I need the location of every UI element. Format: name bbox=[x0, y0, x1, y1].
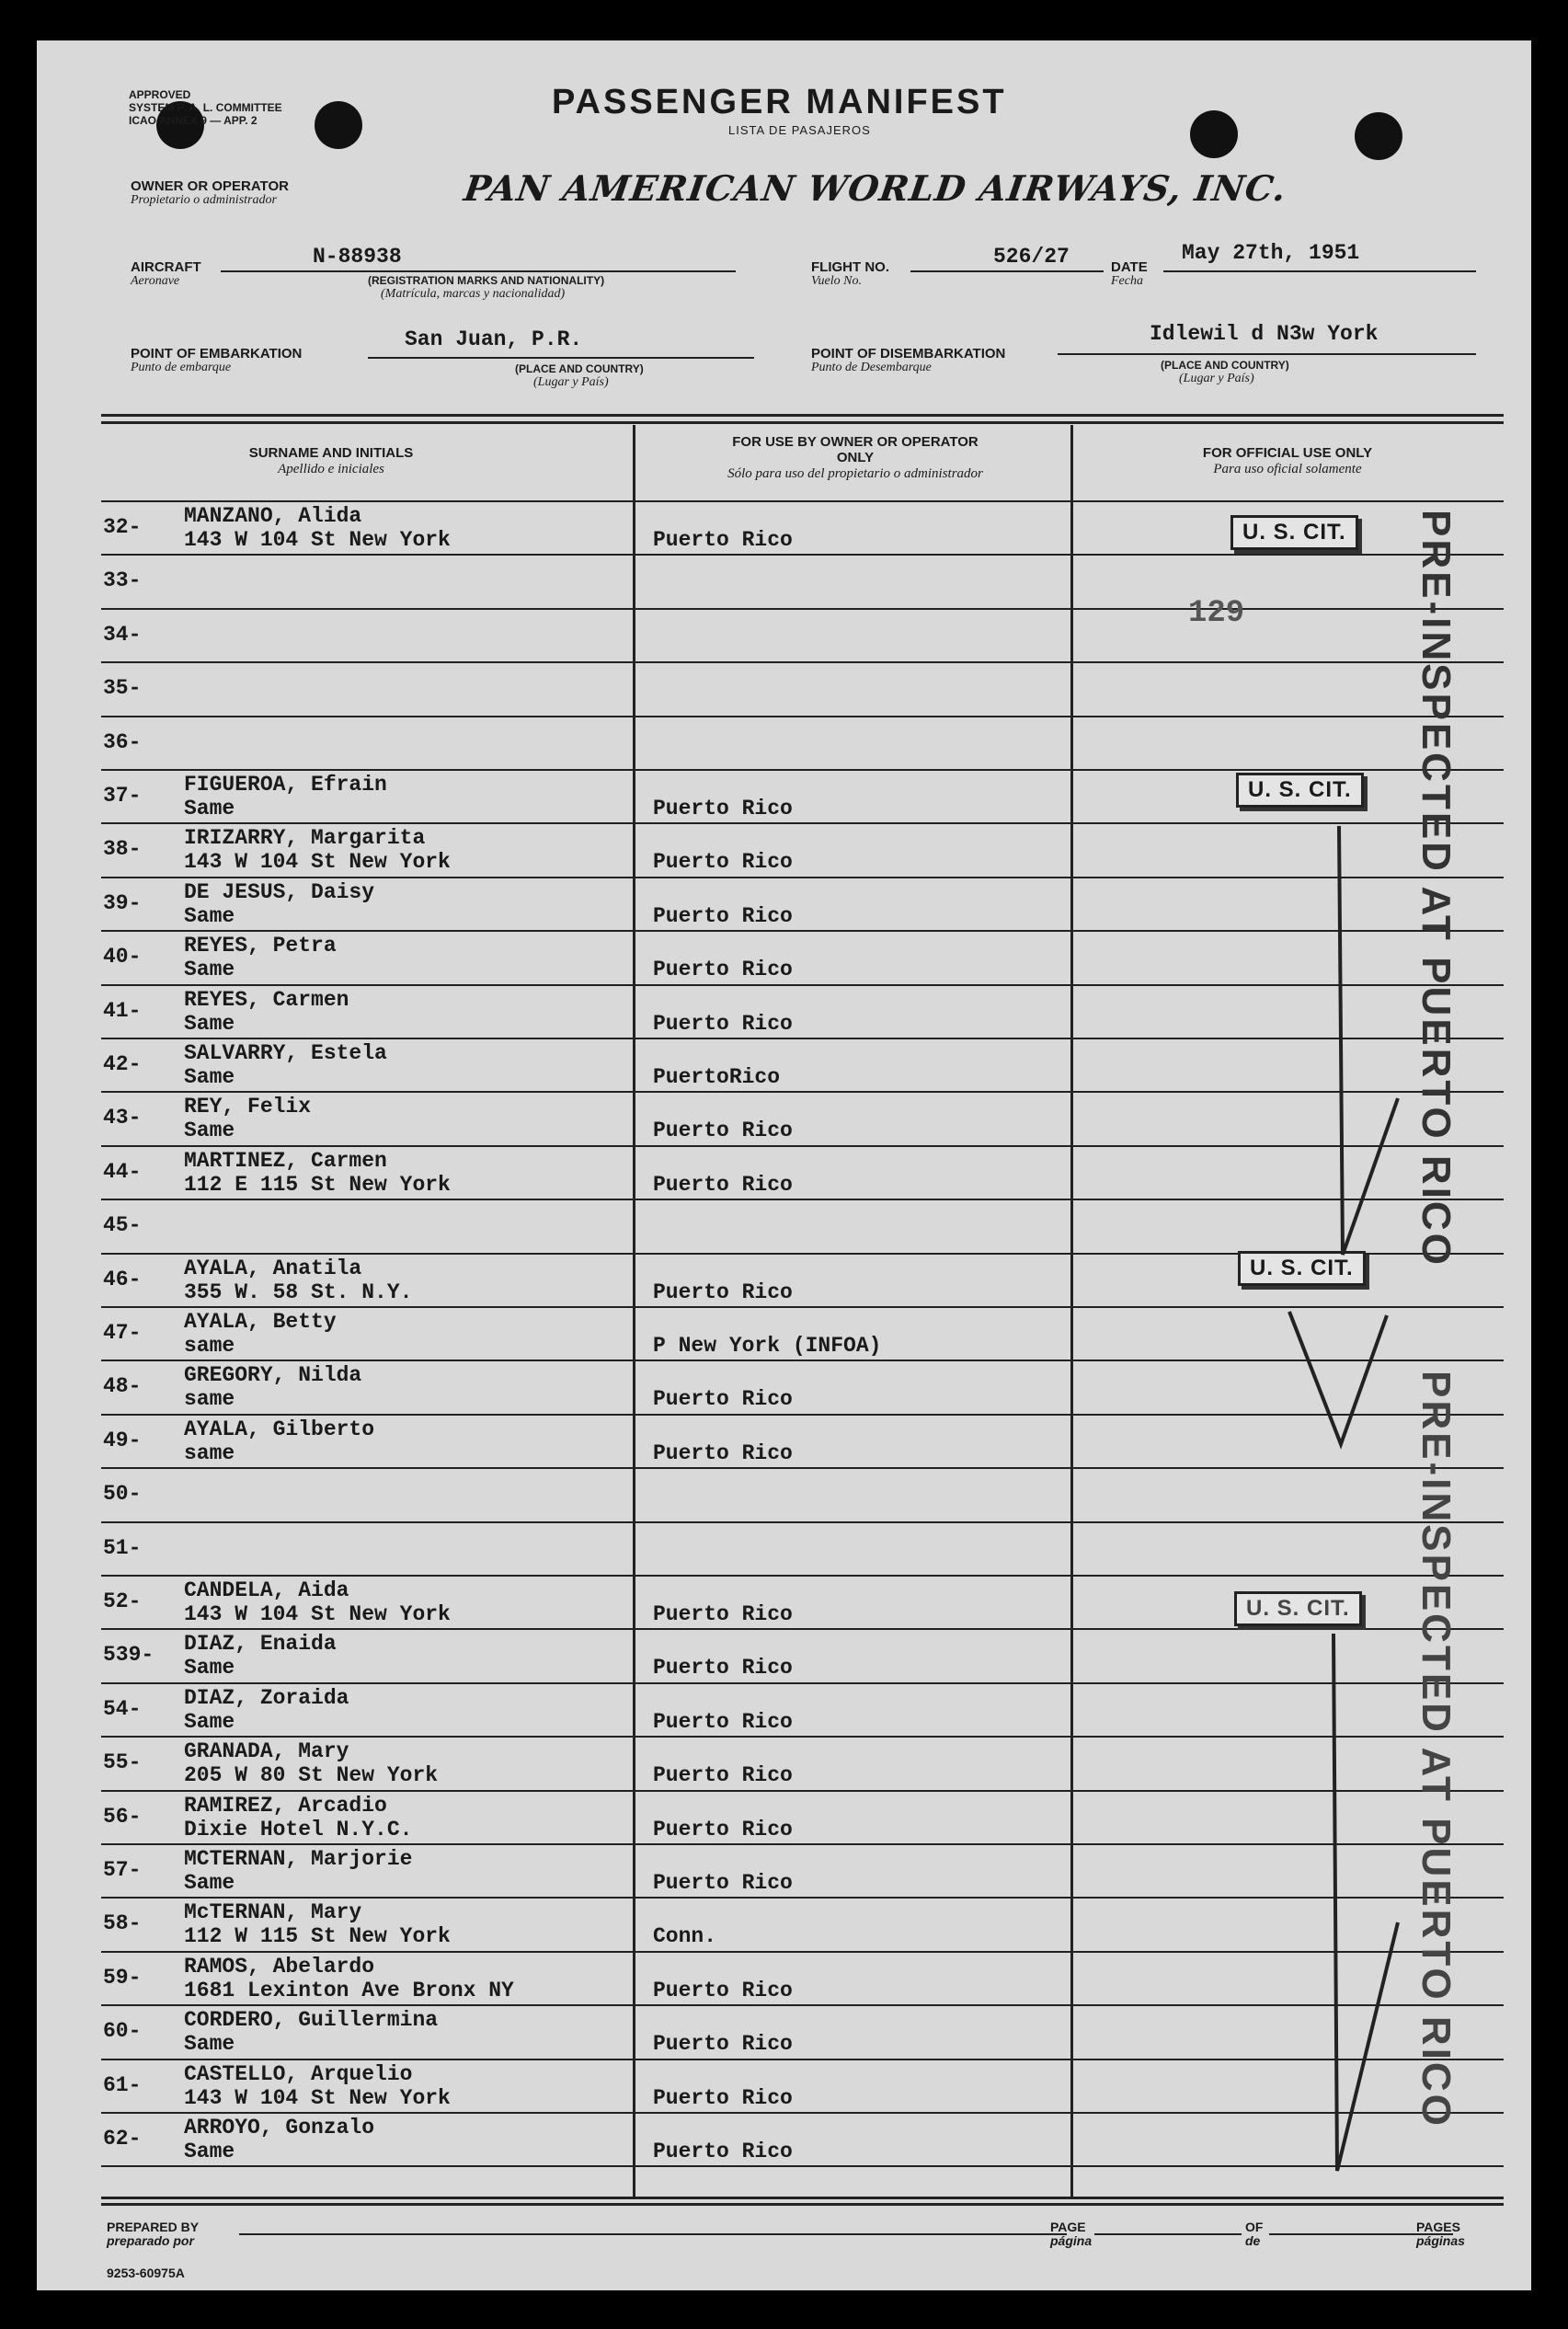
disembark-place-note: (PLACE AND COUNTRY) bbox=[1161, 359, 1289, 372]
pages-label-es: páginas bbox=[1416, 2233, 1465, 2248]
passenger-name: AYALA, Betty bbox=[184, 1310, 337, 1334]
us-citizen-stamp: U. S. CIT. bbox=[1238, 1251, 1366, 1286]
operator-note: Puerto Rico bbox=[653, 1871, 793, 1895]
disembark-label-es: Punto de Desembarque bbox=[811, 361, 932, 374]
passenger-address: Same bbox=[184, 797, 235, 820]
operator-note: Puerto Rico bbox=[653, 1763, 793, 1788]
us-citizen-stamp: U. S. CIT. bbox=[1234, 1591, 1362, 1626]
operator-note: Puerto Rico bbox=[653, 850, 793, 875]
row-number: 38- bbox=[103, 837, 142, 862]
page-label-text: PAGE bbox=[1050, 2220, 1086, 2234]
column-divider bbox=[1070, 425, 1073, 2197]
column-header-official-es: Para uso oficial solamente bbox=[1213, 462, 1362, 476]
column-header-official-text: FOR OFFICIAL USE ONLY bbox=[1202, 445, 1373, 461]
operator-note: Puerto Rico bbox=[653, 1172, 793, 1197]
passenger-address: Same bbox=[184, 2032, 235, 2057]
header-separator bbox=[101, 414, 1504, 417]
column-header-operator-es: Sólo para uso del propietario o administrador bbox=[727, 466, 983, 481]
passenger-address: Same bbox=[184, 1011, 235, 1036]
operator-note: Puerto Rico bbox=[653, 1119, 793, 1143]
prepared-by-es: preparado por bbox=[107, 2233, 194, 2248]
flight-label-es: Vuelo No. bbox=[811, 274, 862, 288]
embark-label-es: Punto de embarque bbox=[131, 361, 232, 374]
operator-note: Puerto Rico bbox=[653, 1709, 793, 1734]
embark-place-note: (PLACE AND COUNTRY) bbox=[515, 362, 644, 375]
passenger-name: FIGUEROA, Efrain bbox=[184, 773, 387, 797]
passenger-name: CORDERO, Guillermina bbox=[184, 2008, 439, 2033]
row-number: 32- bbox=[103, 515, 142, 539]
passenger-address: same bbox=[184, 1440, 235, 1465]
page-subtitle: LISTA DE PASAJEROS bbox=[728, 123, 871, 137]
passenger-address: 112 W 115 St New York bbox=[184, 1924, 451, 1949]
passenger-address: Same bbox=[184, 903, 235, 928]
row-line bbox=[101, 1575, 1504, 1577]
column-header-operator bbox=[717, 434, 993, 482]
us-citizen-stamp: U. S. CIT. bbox=[1236, 773, 1364, 808]
row-number: 40- bbox=[103, 945, 142, 969]
row-number: 50- bbox=[103, 1482, 142, 1507]
passenger-address: 1681 Lexinton Ave Bronx NY bbox=[184, 1978, 514, 2002]
operator-note: Puerto Rico bbox=[653, 2085, 793, 2110]
us-citizen-stamp: U. S. CIT. bbox=[1230, 515, 1358, 550]
row-number: 52- bbox=[103, 1589, 142, 1613]
flight-value: 526/27 bbox=[993, 245, 1070, 269]
passenger-address: Same bbox=[184, 1119, 235, 1143]
row-number: 58- bbox=[103, 1911, 142, 1936]
row-line bbox=[101, 769, 1504, 771]
row-number: 42- bbox=[103, 1052, 142, 1076]
approval-line-3: ICAO ANNEX 9 — APP. 2 bbox=[129, 114, 258, 127]
preinspected-stamp: PRE-INSPECTED AT PUERTO RICO bbox=[1413, 1371, 1459, 2128]
row-line bbox=[101, 661, 1504, 663]
passenger-name: AYALA, Gilberto bbox=[184, 1417, 375, 1441]
check-mark-icon bbox=[1286, 1306, 1396, 1490]
flight-underline bbox=[910, 270, 1104, 272]
operator-note: Puerto Rico bbox=[653, 1387, 793, 1412]
pages-label-text: PAGES bbox=[1416, 2220, 1460, 2234]
passenger-name: CASTELLO, Arquelio bbox=[184, 2061, 413, 2086]
owner-label-es: Propietario o administrador bbox=[131, 193, 277, 207]
passenger-address: 143 W 104 St New York bbox=[184, 1602, 451, 1626]
operator-note: PuertoRico bbox=[653, 1065, 781, 1089]
prepared-by-underline bbox=[239, 2233, 1067, 2235]
row-number: 39- bbox=[103, 890, 142, 915]
row-line bbox=[101, 608, 1504, 610]
passenger-address: Same bbox=[184, 958, 235, 982]
disembark-underline bbox=[1058, 353, 1476, 355]
passenger-address: Same bbox=[184, 2140, 235, 2163]
operator-note: Puerto Rico bbox=[653, 1279, 793, 1304]
column-header-official bbox=[1150, 445, 1425, 477]
of-label-text: OF bbox=[1245, 2220, 1264, 2234]
passenger-address: Same bbox=[184, 1871, 235, 1895]
operator-note: Puerto Rico bbox=[653, 1602, 793, 1626]
passenger-address: same bbox=[184, 1387, 235, 1412]
column-header-operator-text: FOR USE BY OWNER OR OPERATOR ONLY bbox=[732, 434, 979, 465]
operator-note: Conn. bbox=[653, 1924, 717, 1949]
passenger-name: GRANADA, Mary bbox=[184, 1739, 349, 1764]
row-number: 47- bbox=[103, 1321, 142, 1345]
operator-note: Puerto Rico bbox=[653, 1440, 793, 1465]
punch-hole bbox=[1190, 110, 1238, 158]
passenger-name: MANZANO, Alida bbox=[184, 504, 362, 528]
column-header-name-es: Apellido e iniciales bbox=[278, 462, 384, 476]
approval-line-2: SYSTEM P. A. L. COMMITTEE bbox=[129, 101, 282, 114]
passenger-address: 205 W 80 St New York bbox=[184, 1763, 439, 1788]
passenger-name: SALVARRY, Estela bbox=[184, 1041, 387, 1065]
approval-line-1: APPROVED bbox=[129, 88, 191, 101]
row-number: 59- bbox=[103, 1965, 142, 1990]
passenger-address: 112 E 115 St New York bbox=[184, 1172, 451, 1197]
date-label-es: Fecha bbox=[1111, 274, 1143, 288]
passenger-address: 143 W 104 St New York bbox=[184, 2085, 451, 2110]
operator-note: Puerto Rico bbox=[653, 528, 793, 552]
date-value: May 27th, 1951 bbox=[1182, 241, 1360, 265]
of-label bbox=[1245, 2220, 1263, 2248]
row-number: 41- bbox=[103, 998, 142, 1023]
approval-note bbox=[129, 88, 282, 127]
operator-note: Puerto Rico bbox=[653, 1817, 793, 1841]
row-line bbox=[101, 716, 1504, 717]
header-bottom-line bbox=[101, 500, 1504, 502]
date-underline bbox=[1163, 270, 1476, 272]
row-number: 36- bbox=[103, 729, 142, 754]
row-number: 55- bbox=[103, 1750, 142, 1775]
disembark-place-note-es: (Lugar y País) bbox=[1179, 372, 1254, 385]
column-header-name bbox=[147, 445, 515, 477]
form-number: 9253-60975A bbox=[107, 2266, 185, 2280]
operator-note: Puerto Rico bbox=[653, 2032, 793, 2057]
passenger-name: REYES, Petra bbox=[184, 934, 337, 958]
row-number: 54- bbox=[103, 1696, 142, 1721]
passenger-name: AYALA, Anatila bbox=[184, 1256, 362, 1280]
row-number: 37- bbox=[103, 784, 142, 808]
row-number: 60- bbox=[103, 2019, 142, 2044]
passenger-name: McTERNAN, Mary bbox=[184, 1900, 362, 1925]
embark-label: POINT OF EMBARKATION bbox=[131, 346, 303, 361]
table-bottom-line bbox=[101, 2203, 1504, 2206]
prepared-by-text: PREPARED BY bbox=[107, 2220, 200, 2234]
passenger-address: same bbox=[184, 1334, 235, 1358]
operator-note: Puerto Rico bbox=[653, 797, 793, 820]
passenger-address: 143 W 104 St New York bbox=[184, 850, 451, 875]
passenger-name: DE JESUS, Daisy bbox=[184, 879, 375, 904]
row-number: 43- bbox=[103, 1106, 142, 1130]
column-divider bbox=[633, 425, 635, 2197]
row-line bbox=[101, 554, 1504, 556]
of-label-es: de bbox=[1245, 2233, 1261, 2248]
operator-note: Puerto Rico bbox=[653, 1978, 793, 2002]
punch-hole bbox=[315, 101, 362, 149]
preinspected-stamp: PRE-INSPECTED AT PUERTO RICO bbox=[1413, 510, 1459, 1268]
passenger-name: IRIZARRY, Margarita bbox=[184, 826, 426, 851]
passenger-name: ARROYO, Gonzalo bbox=[184, 2116, 375, 2140]
operator-note: Puerto Rico bbox=[653, 903, 793, 928]
official-number: 129 bbox=[1188, 596, 1245, 631]
passenger-name: DIAZ, Enaida bbox=[184, 1632, 337, 1657]
passenger-address: Dixie Hotel N.Y.C. bbox=[184, 1817, 413, 1841]
passenger-address: 355 W. 58 St. N.Y. bbox=[184, 1279, 413, 1304]
row-number: 34- bbox=[103, 622, 142, 647]
row-number: 45- bbox=[103, 1213, 142, 1238]
row-number: 539- bbox=[103, 1643, 155, 1668]
page-underline bbox=[1094, 2233, 1242, 2235]
row-number: 51- bbox=[103, 1535, 142, 1560]
table-bottom-line bbox=[101, 2197, 1504, 2199]
passenger-name: MARTINEZ, Carmen bbox=[184, 1148, 387, 1173]
row-number: 61- bbox=[103, 2072, 142, 2097]
passenger-address: Same bbox=[184, 1656, 235, 1681]
row-number: 62- bbox=[103, 2127, 142, 2151]
passenger-name: RAMOS, Abelardo bbox=[184, 1954, 375, 1979]
operator-note: Puerto Rico bbox=[653, 958, 793, 982]
aircraft-label-es: Aeronave bbox=[131, 274, 180, 288]
date-label: DATE bbox=[1111, 259, 1148, 275]
pages-label bbox=[1416, 2220, 1465, 2248]
header-separator bbox=[101, 421, 1504, 424]
passenger-name: CANDELA, Aida bbox=[184, 1578, 349, 1602]
check-mark-icon bbox=[1288, 1628, 1416, 2180]
punch-hole bbox=[1355, 112, 1402, 160]
operator-note: Puerto Rico bbox=[653, 1011, 793, 1036]
passenger-name: REY, Felix bbox=[184, 1095, 312, 1119]
passenger-name: GREGORY, Nilda bbox=[184, 1363, 362, 1388]
flight-label: FLIGHT NO. bbox=[811, 259, 889, 275]
aircraft-value: N-88938 bbox=[313, 245, 402, 269]
passenger-address: Same bbox=[184, 1709, 235, 1734]
passenger-name: RAMIREZ, Arcadio bbox=[184, 1793, 387, 1818]
row-number: 33- bbox=[103, 568, 142, 593]
passenger-name: MCTERNAN, Marjorie bbox=[184, 1847, 413, 1871]
row-number: 46- bbox=[103, 1267, 142, 1291]
prepared-by-label bbox=[107, 2220, 199, 2248]
aircraft-underline bbox=[221, 270, 736, 272]
row-number: 48- bbox=[103, 1374, 142, 1399]
embark-underline bbox=[368, 357, 754, 359]
row-number: 35- bbox=[103, 676, 142, 701]
operator-note: Puerto Rico bbox=[653, 2140, 793, 2163]
row-number: 44- bbox=[103, 1159, 142, 1184]
row-number: 56- bbox=[103, 1804, 142, 1829]
page-label-es: página bbox=[1050, 2233, 1093, 2248]
row-line bbox=[101, 1521, 1504, 1523]
owner-label: OWNER OR OPERATOR bbox=[131, 178, 289, 194]
row-number: 57- bbox=[103, 1858, 142, 1882]
column-header-name-text: SURNAME AND INITIALS bbox=[248, 445, 414, 461]
aircraft-label: AIRCRAFT bbox=[131, 259, 201, 275]
passenger-address: 143 W 104 St New York bbox=[184, 528, 451, 552]
embark-place-note-es: (Lugar y País) bbox=[533, 375, 609, 389]
operator-note: P New York (INFOA) bbox=[653, 1334, 882, 1358]
passenger-name: REYES, Carmen bbox=[184, 987, 349, 1012]
embark-value: San Juan, P.R. bbox=[405, 327, 583, 351]
airline-name: PAN AMERICAN WORLD AIRWAYS, INC. bbox=[461, 167, 1290, 209]
row-number: 49- bbox=[103, 1428, 142, 1452]
check-mark-icon bbox=[1288, 822, 1416, 1264]
registration-note-es: (Matrícula, marcas y nacionalidad) bbox=[381, 287, 566, 301]
page-title: PASSENGER MANIFEST bbox=[552, 83, 1007, 121]
manifest-sheet bbox=[37, 40, 1531, 2290]
passenger-address: Same bbox=[184, 1065, 235, 1089]
registration-note: (REGISTRATION MARKS AND NATIONALITY) bbox=[368, 274, 605, 287]
page-label bbox=[1050, 2220, 1092, 2248]
operator-note: Puerto Rico bbox=[653, 1656, 793, 1681]
disembark-label: POINT OF DISEMBARKATION bbox=[811, 346, 1006, 361]
passenger-name: DIAZ, Zoraida bbox=[184, 1685, 349, 1710]
disembark-value: Idlewil d N3w York bbox=[1150, 322, 1379, 346]
